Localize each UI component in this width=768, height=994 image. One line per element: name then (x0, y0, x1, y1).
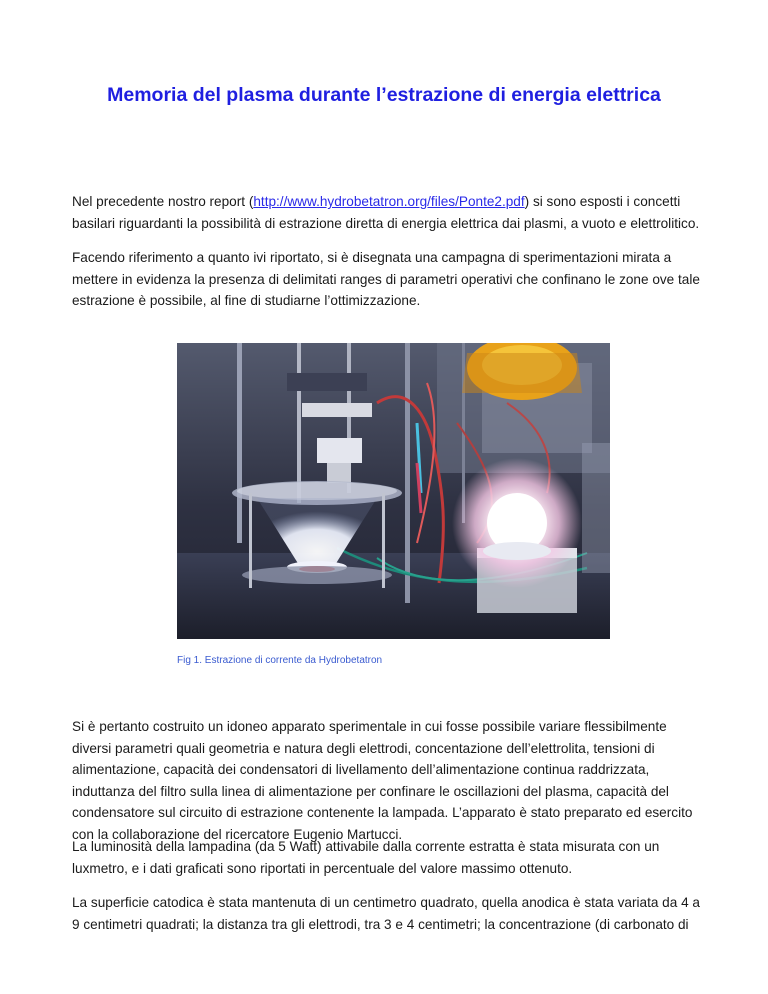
paragraph-campaign: Facendo riferimento a quanto ivi riportato, si è disegnata una campagna di sperimentazioni mirata a mettere in evidenza la presenza di delimitati ranges di parametri operativi che confinano le zone ove tale estrazione è possibile, al fine di studiarne l’ottimizzazione. (72, 250, 700, 308)
paragraph-electrodes: La superficie catodica è stata mantenuta di un centimetro quadrato, quella anodica è stata variata da 4 a 9 centimetri quadrati; la distanza tra gli elettrodi, tra 3 e 4 centimetri; la concentrazione (di carbonato di (72, 895, 700, 932)
figure-hydrobetatron-photo (177, 343, 610, 639)
paragraph-apparatus: Si è pertanto costruito un idoneo apparato sperimentale in cui fosse possibile variare flessibilmente diversi parametri quali geometria e natura degli elettrodi, concentazione dell’elettrolita, tensioni di alimentazione, capacità dei condensatori di livellamento dell’alimentazione continua raddrizzata, induttanza del filtro sulla linea di alimentazione per confinare le oscillazioni del plasma, capacità del condensatore sul circuito di estrazione contenente la lampada. L’apparato è stato preparato ed esercito con la collaborazione del ricercatore Eugenio Martucci. (72, 719, 693, 842)
figure-caption: Fig 1. Estrazione di corrente da Hydrobetatron (177, 655, 383, 666)
page-title: Memoria del plasma durante l’estrazione di energia elettrica (107, 84, 661, 106)
paragraph-intro-text-end: ) si sono esposti i concetti basilari riguardanti la possibilità di estrazione diretta di energia elettrica dai plasmi, a vuoto e elettrolitico. (72, 194, 700, 231)
paragraph-intro (72, 191, 702, 234)
paragraph-luminosity: La luminosità della lampadina (da 5 Watt) attivabile dalla corrente estratta è stata misurata con un luxmetro, e i dati graficati sono riportati in percentuale del valore massimo ottenuto. (72, 839, 660, 876)
experiment-photo-illustration (177, 343, 610, 639)
report-link[interactable]: http://www.hydrobetatron.org/files/Ponte2.pdf (253, 194, 525, 209)
paragraph-intro-text-start: Nel precedente nostro report ( (72, 194, 254, 209)
